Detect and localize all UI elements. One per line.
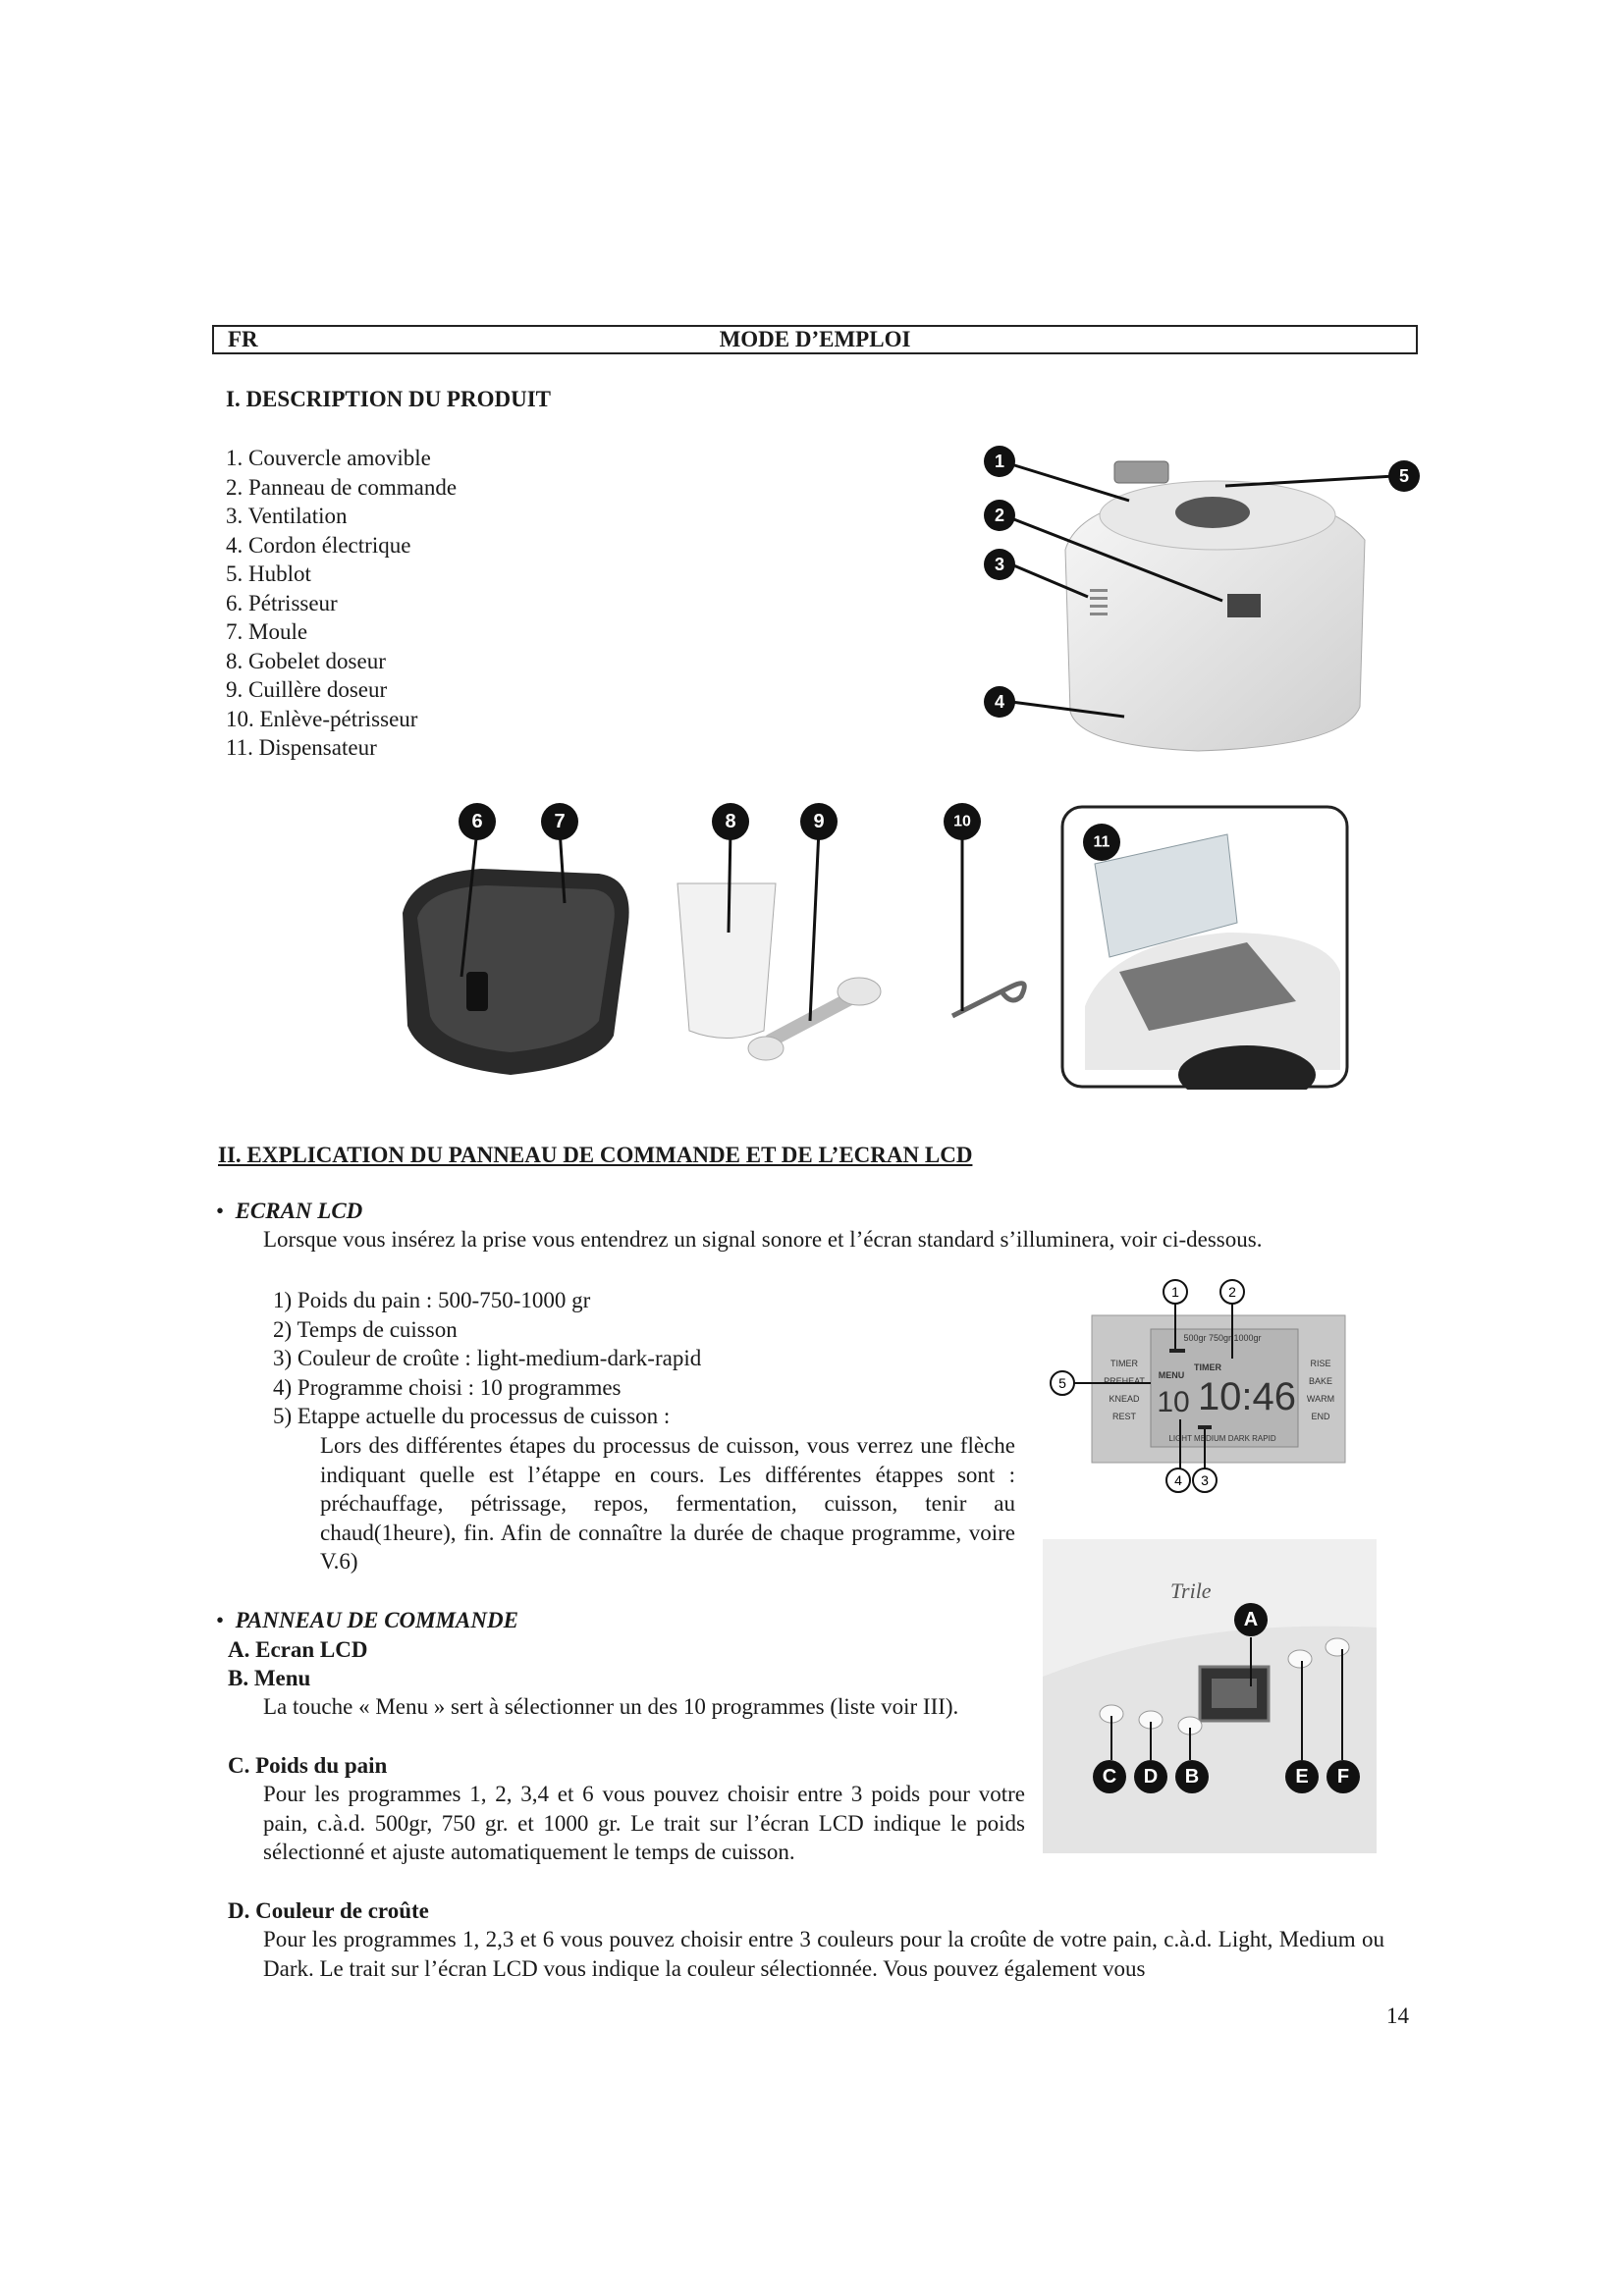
lcd-callout-1 (1164, 1280, 1187, 1304)
svg-text:5: 5 (1398, 466, 1410, 486)
control-panel-illustration (1043, 1539, 1377, 1853)
accessories-illustration (363, 795, 1365, 1090)
svg-text:3: 3 (1201, 1472, 1209, 1488)
bullet-ecran-lcd (216, 1197, 362, 1226)
panel-callout-c (1093, 1760, 1126, 1793)
lcd-callout-3 (1193, 1468, 1217, 1492)
svg-text:3: 3 (994, 555, 1005, 574)
svg-text:4: 4 (994, 692, 1005, 712)
svg-text:1: 1 (1171, 1284, 1179, 1300)
section-2-title: II. EXPLICATION DU PANNEAU DE COMMANDE ET DE L’ECRAN LCD (218, 1143, 973, 1167)
page-number: 14 (1386, 2003, 1409, 2028)
lcd-right-label: WARM (1306, 1394, 1335, 1404)
callout-1 (984, 446, 1015, 477)
measuring-spoon (748, 978, 881, 1060)
lcd-callout-5 (1051, 1371, 1074, 1395)
panel-callout-e (1285, 1760, 1319, 1793)
lcd-right-label: END (1311, 1412, 1330, 1421)
svg-text:11: 11 (1093, 833, 1110, 851)
lcd-weights: 500gr 750gr 1000gr (1183, 1333, 1262, 1343)
lcd-display-illustration (1041, 1272, 1355, 1498)
svg-text:7: 7 (554, 811, 566, 832)
item-b-title: B. Menu (228, 1666, 311, 1690)
callout-7 (541, 803, 578, 840)
panel-callout-f (1326, 1760, 1360, 1793)
svg-text:8: 8 (725, 811, 736, 832)
svg-text:1: 1 (994, 452, 1005, 471)
bullet-dot: • (216, 1199, 236, 1223)
item-b-text: La touche « Menu » sert à sélectionner un des 10 programmes (liste voir III). (263, 1694, 959, 1719)
bullet-dot: • (216, 1608, 236, 1632)
svg-text:6: 6 (471, 811, 483, 832)
list-item: 8. Gobelet doseur (226, 648, 386, 673)
callout-9 (800, 803, 838, 840)
svg-text:4: 4 (1174, 1472, 1182, 1488)
panneau-title: PANNEAU DE COMMANDE (235, 1608, 518, 1632)
list-item: 2. Panneau de commande (226, 474, 458, 500)
ecran-lcd-title: ECRAN LCD (235, 1199, 363, 1223)
list-item: 7. Moule (226, 619, 308, 644)
measuring-cup (677, 883, 776, 1039)
callout-10 (944, 803, 981, 840)
svg-text:F: F (1336, 1766, 1350, 1788)
item-a-title: A. Ecran LCD (228, 1637, 368, 1662)
lcd-time: 10:46 (1197, 1375, 1297, 1418)
item-c-text: Pour les programmes 1, 2, 3,4 et 6 vous pouvez choisir entre 3 poids pour votre pain, c.à.d. 500gr, 750 gr. et 1000 gr. Le trait sur l’écran LCD indique le poids sélectionné et ajuste automatiquement le temps de cuisson. (263, 1782, 1025, 1864)
callout-8 (712, 803, 749, 840)
list-item: 11. Dispensateur (226, 735, 377, 760)
lcd-callout-4 (1166, 1468, 1190, 1492)
svg-text:C: C (1102, 1766, 1117, 1788)
panel-callout-d (1134, 1760, 1167, 1793)
list-item: 2) Temps de cuisson (273, 1316, 458, 1342)
svg-text:2: 2 (994, 506, 1005, 525)
lcd-menu-label: MENU (1158, 1370, 1185, 1380)
callout-5 (1388, 460, 1420, 492)
lcd-right-label: BAKE (1308, 1376, 1333, 1386)
callout-6 (459, 803, 496, 840)
lcd-left-label: KNEAD (1109, 1394, 1140, 1404)
lcd-left-label: PREHEAT (1104, 1376, 1145, 1386)
panel-callout-a (1234, 1603, 1268, 1636)
list-item: 1. Couvercle amovible (226, 446, 431, 470)
brand-logo: Trile (1170, 1578, 1212, 1603)
list-item: 4. Cordon électrique (226, 532, 411, 558)
svg-text:2: 2 (1228, 1284, 1236, 1300)
lcd-crust: LIGHT MEDIUM DARK RAPID (1168, 1434, 1276, 1443)
callout-2 (984, 500, 1015, 531)
list-item: 3) Couleur de croûte : light-medium-dark-rapid (273, 1346, 702, 1370)
section-1-title: I. DESCRIPTION DU PRODUIT (226, 387, 551, 411)
product-parts-list (226, 444, 658, 763)
item-c-title: C. Poids du pain (228, 1753, 388, 1778)
lcd-program-number: 10 (1157, 1386, 1190, 1418)
svg-text:D: D (1143, 1766, 1159, 1788)
ecran-intro: Lorsque vous insérez la prise vous entendrez un signal sonore et l’écran standard s’illuminera, voir ci-dessous. (263, 1227, 1263, 1252)
lcd-right-label: RISE (1310, 1359, 1331, 1368)
svg-text:A: A (1243, 1609, 1259, 1630)
callout-11 (1083, 824, 1120, 861)
svg-text:9: 9 (813, 811, 825, 832)
list-item: 10. Enlève-pétrisseur (226, 706, 418, 731)
item-d-text: Pour les programmes 1, 2,3 et 6 vous pouvez choisir entre 3 couleurs pour la croûte de votre pain, c.à.d. Light, Medium ou Dark. Le trait sur l’écran LCD vous indique la couleur sélectionnée. Vous pouvez également vous (263, 1927, 1384, 1981)
svg-text:E: E (1295, 1766, 1309, 1788)
callout-4 (984, 686, 1015, 718)
header-bar (212, 325, 1418, 354)
bread-pan (403, 869, 629, 1075)
lcd-items-list (273, 1286, 1039, 1431)
list-item: 9. Cuillère doseur (226, 677, 388, 702)
lcd-left-label: REST (1111, 1412, 1137, 1421)
lcd-timer-label: TIMER (1194, 1362, 1221, 1372)
language-code: FR (228, 327, 258, 351)
lcd-item5-detail: Lors des différentes étapes du processus de cuisson, vous verrez une flèche indiquant quelle est l’étappe en cours. Les différentes étappes sont : préchauffage, pétrissage, repos, fermentation, cuisson, tenir au chaud(1heure), fin. Afin de connaître la durée de chaque programme, voire V.6) (320, 1433, 1015, 1574)
list-item: 5. Hublot (226, 561, 311, 586)
item-d-title: D. Couleur de croûte (228, 1898, 429, 1923)
lcd-left-label: TIMER (1110, 1359, 1138, 1368)
bullet-panneau (216, 1606, 518, 1635)
panel-callout-b (1175, 1760, 1209, 1793)
svg-text:B: B (1184, 1766, 1200, 1788)
list-item: 1) Poids du pain : 500-750-1000 gr (273, 1288, 591, 1312)
list-item: 6. Pétrisseur (226, 590, 338, 615)
svg-text:10: 10 (953, 813, 971, 830)
list-item: 4) Programme choisi : 10 programmes (273, 1374, 622, 1400)
bread-machine-illustration (972, 432, 1434, 775)
callout-3 (984, 549, 1015, 580)
svg-text:5: 5 (1058, 1375, 1066, 1391)
document-title: MODE D’EMPLOI (719, 327, 911, 351)
list-item: 3. Ventilation (226, 504, 348, 528)
list-item: 5) Etappe actuelle du processus de cuisson : (273, 1404, 671, 1428)
lcd-callout-2 (1220, 1280, 1244, 1304)
